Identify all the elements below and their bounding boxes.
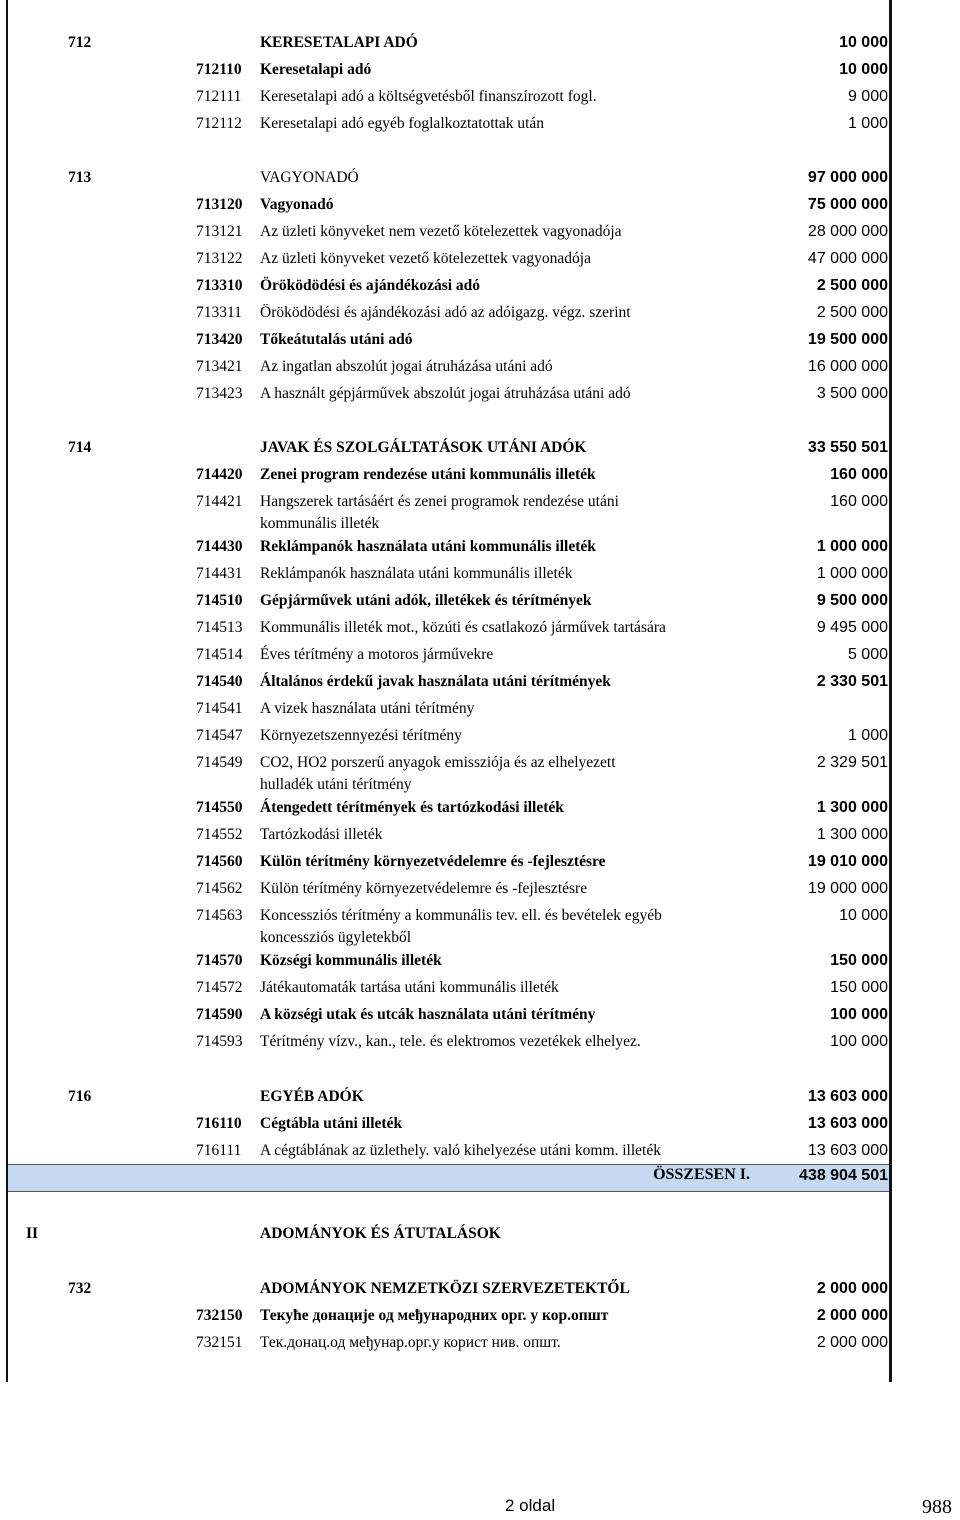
row-label: Тек.донац.од међунар.орг.у корист нив. општ. [260,1334,561,1351]
account-code: 712112 [196,115,242,132]
row-label: Zenei program rendezése utáni kommunális illeték [260,466,596,483]
row-label: CO2, HO2 porszerű anyagok emissziója és az elhelyezett [260,754,616,771]
account-code: 714590 [196,1006,243,1023]
row-label: Játékautomaták tartása utáni kommunális illeték [260,979,559,996]
row-label: Községi kommunális illeték [260,952,442,969]
account-code: 713421 [196,358,243,375]
account-code: 713311 [196,304,242,321]
class-code: II [26,1225,39,1242]
row-amount: 2 330 501 [816,673,888,690]
account-code: 714560 [196,853,243,870]
account-code: 714514 [196,646,243,663]
row-amount: 13 603 000 [807,1088,888,1105]
account-code: 732151 [196,1334,243,1351]
row-amount: 13 603 000 [807,1115,888,1132]
row-amount: 1 000 000 [816,565,888,582]
row-amount: 1 000 [847,727,888,744]
row-label: Keresetalapi adó [260,61,372,78]
row-label: Hangszerek tartásáért és zenei programok rendezése utáni [260,493,619,510]
account-code: 714562 [196,880,243,897]
row-label: Átengedett térítmények és tartózkodási illeték [260,799,564,816]
row-amount: 2 500 000 [816,304,888,321]
row-amount: 150 000 [830,979,888,996]
row-label: A használt gépjárművek abszolút jogai átruházása utáni adó [260,385,631,402]
row-amount: 100 000 [830,1033,888,1050]
row-label: Öröködödési és ajándékozási adó az adóigazg. végz. szerint [260,304,631,321]
row-label: KERESETALAPI ADÓ [260,34,418,51]
row-label: VAGYONADÓ [260,169,359,186]
row-label: A vizek használata utáni térítmény [260,700,475,717]
row-amount: 75 000 000 [807,196,888,213]
total-amount: 438 904 501 [799,1167,888,1184]
row-amount: 13 603 000 [807,1142,888,1159]
row-label: A községi utak és utcák használata utáni térítmény [260,1006,596,1023]
row-amount: 1 300 000 [816,799,888,816]
row-amount: 2 500 000 [816,277,888,294]
row-label: Éves térítmény a motoros járművekre [260,646,494,663]
row-amount: 2 000 000 [816,1307,888,1324]
row-amount: 10 000 [839,907,888,924]
account-code: 712110 [196,61,242,78]
account-code: 732150 [196,1307,243,1324]
row-amount: 97 000 000 [807,169,888,186]
row-amount: 1 300 000 [816,826,888,843]
row-amount: 10 000 [839,61,888,78]
row-amount: 1 000 [847,115,888,132]
row-amount: 16 000 000 [807,358,888,375]
row-label: Külön térítmény környezetvédelemre és -fejlesztésre [260,853,606,870]
row-amount: 1 000 000 [816,538,888,555]
total-label: ÖSSZESEN I. [653,1166,750,1183]
account-code: 714572 [196,979,243,996]
row-label: ADOMÁNYOK NEMZETKÖZI SZERVEZETEKTŐL [260,1280,630,1297]
row-label: A cégtáblának az üzlethely. való kihelyezése utáni komm. illeték [260,1142,661,1159]
account-code: 713420 [196,331,243,348]
page-number: 988 [922,1496,952,1518]
account-code: 714549 [196,754,243,771]
row-label: Tartózkodási illeték [260,826,383,843]
row-amount: 33 550 501 [807,439,888,456]
row-amount: 160 000 [830,466,888,483]
account-code: 714540 [196,673,243,690]
row-amount: 47 000 000 [807,250,888,267]
row-amount: 5 000 [847,646,888,663]
right-border-line [889,0,892,1382]
row-amount: 19 010 000 [807,853,888,870]
account-code: 714563 [196,907,243,924]
row-label-continued: koncessziós ügyletekből [260,929,412,946]
row-label-continued: kommunális illeték [260,515,380,532]
row-amount: 160 000 [830,493,888,510]
row-label: Keresetalapi adó a költségvetésből finanszírozott fogl. [260,88,597,105]
row-label: EGYÉB ADÓK [260,1088,364,1105]
row-amount: 19 500 000 [807,331,888,348]
account-code: 714420 [196,466,243,483]
page-label: 2 oldal [505,1496,556,1515]
account-code: 714421 [196,493,243,510]
row-amount: 9 495 000 [816,619,888,636]
row-amount: 2 000 000 [816,1334,888,1351]
account-code: 714593 [196,1033,243,1050]
row-label: Текуће донације од међународних орг. у кор.општ [260,1307,609,1324]
row-amount: 100 000 [830,1006,888,1023]
row-label: Koncessziós térítmény a kommunális tev. ell. és bevételek egyéb [260,907,662,924]
row-label: ADOMÁNYOK ÉS ÁTUTALÁSOK [260,1225,501,1242]
row-label: Keresetalapi adó egyéb foglalkoztatottak után [260,115,545,132]
row-label: Külön térítmény környezetvédelemre és -fejlesztésre [260,880,588,897]
row-label: Reklámpanók használata utáni kommunális illeték [260,565,573,582]
class-code: 714 [68,439,92,456]
account-code: 713122 [196,250,243,267]
account-code: 713121 [196,223,243,240]
account-code: 713310 [196,277,243,294]
class-code: 716 [68,1088,92,1105]
account-code: 713423 [196,385,243,402]
account-code: 714552 [196,826,243,843]
row-label: Környezetszennyezési térítmény [260,727,462,744]
class-code: 712 [68,34,92,51]
row-label: Az ingatlan abszolút jogai átruházása utáni adó [260,358,553,375]
account-code: 713120 [196,196,243,213]
class-code: 732 [68,1280,92,1297]
row-amount: 2 000 000 [816,1280,888,1297]
row-label: JAVAK ÉS SZOLGÁLTATÁSOK UTÁNI ADÓK [260,439,587,456]
class-code: 713 [68,169,92,186]
row-label: Térítmény vízv., kan., tele. és elektromos vezetékek elhelyez. [260,1033,641,1050]
account-code: 714430 [196,538,243,555]
row-label: Öröködödési és ajándékozási adó [260,277,481,294]
account-code: 714547 [196,727,243,744]
row-label: Reklámpanók használata utáni kommunális illeték [260,538,596,555]
account-code: 712111 [196,88,242,105]
account-code: 714541 [196,700,243,717]
row-label: Vagyonadó [260,196,334,213]
row-label-continued: hulladék utáni térítmény [260,776,412,793]
row-label: Általános érdekű javak használata utáni térítmények [260,673,611,690]
account-code: 714431 [196,565,243,582]
row-amount: 2 329 501 [816,754,888,771]
row-amount: 3 500 000 [816,385,888,402]
account-code: 714550 [196,799,243,816]
row-label: Gépjárművek utáni adók, illetékek és térítmények [260,592,592,609]
row-label: Cégtábla utáni illeték [260,1115,403,1132]
account-code: 716110 [196,1115,242,1132]
row-label: Az üzleti könyveket nem vezető kötelezettek vagyonadója [260,223,622,240]
account-code: 716111 [196,1142,242,1159]
account-code: 714513 [196,619,243,636]
row-amount: 150 000 [830,952,888,969]
row-label: Tőkeátutalás utáni adó [260,331,413,348]
row-amount: 19 000 000 [807,880,888,897]
row-label: Kommunális illeték mot., közúti és csatlakozó járművek tartására [260,619,666,636]
account-code: 714510 [196,592,243,609]
account-code: 714570 [196,952,243,969]
row-amount: 9 500 000 [816,592,888,609]
row-amount: 10 000 [839,34,888,51]
row-label: Az üzleti könyveket vezető kötelezettek vagyonadója [260,250,591,267]
row-amount: 9 000 [847,88,888,105]
row-amount: 28 000 000 [807,223,888,240]
